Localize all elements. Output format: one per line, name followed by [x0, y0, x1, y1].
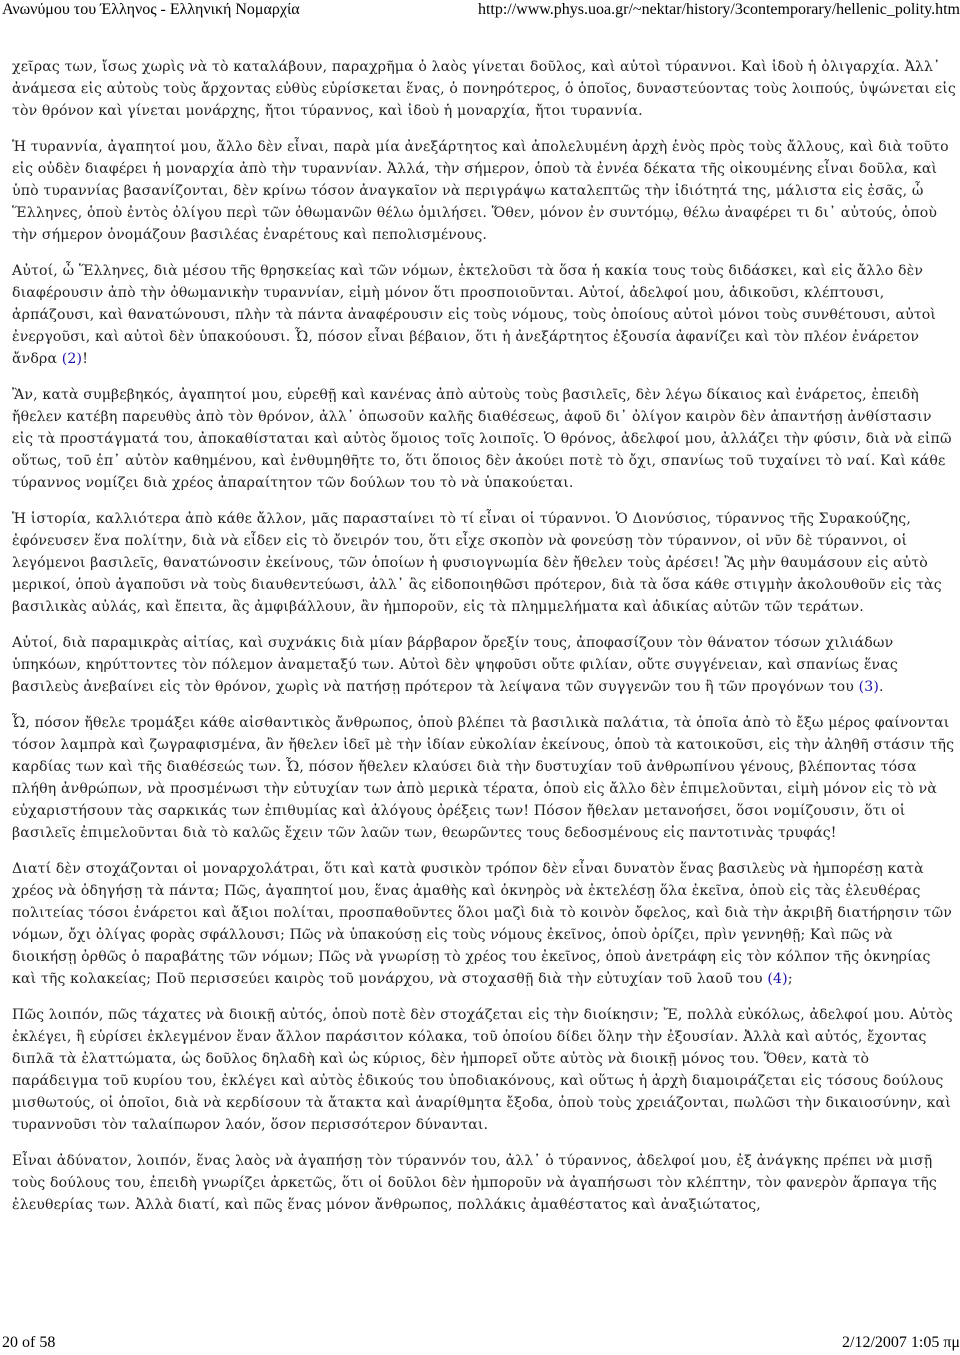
paragraph-4: Ἂν, κατὰ συμβεβηκός, ἀγαπητοί μου, εὑρεθῇ καὶ κανένας ἀπὸ αὐτοὺς τοὺς βασιλεῖς, δὲν λέγω δίκαιος καὶ ἐνάρετος, ἐπειδὴ ἤθελεν κατέβη παρευθὺς ἀπὸ τὸν θρόνον, ἀλλ᾽ ὁπωσοῦν καλῆς διαθέσεως, ἀφοῦ δι᾽ ὀλίγον καιρὸν δὲν ἀπαντήσῃ ἀνθίστασιν εἰς τὰ προστάγματά του, ἀποκαθίσταται καὶ αὐτὸς ὅμοιος τοῖς λοιποῖς. Ὁ θρόνος, ἀδελφοί μου, ἀλλάζει τὴν φύσιν, διὰ νὰ εἰπῶ οὕτως, τοῦ ἐπ᾽ αὐτὸν καθημένου, καὶ ἐνθυμηθῆτε το, ὅτι ὅποιος δὲν ἀκούει ποτὲ τὸ ὄχι, σπανίως τοῦ τυχαίνει τὸ ναί. Καὶ κάθε τύραννος νομίζει διὰ χρέος ἀπαραίτητον τῶν δούλων του τὸ νὰ ὑπακούεται. [12, 387, 952, 491]
paragraph-7: Ὦ, πόσον ἤθελε τρομάξει κάθε αἰσθαντικὸς ἄνθρωπος, ὁποὺ βλέπει τὰ βασιλικὰ παλάτια, τὰ ὁποῖα ἀπὸ τὸ ἔξω μέρος φαίνονται τόσον λαμπρὰ καὶ ζωγραφισμένα, ἂν ἤθελεν ἰδεῖ μὲ τὴν ἰδίαν εὐκολίαν ἐκείνους, ὁποὺ τὰ κατοικοῦσι, εἰς τὴν ἀληθῆ στάσιν τῆς καρδίας των καὶ τῆς διαθέσεώς των. Ὦ, πόσον ἤθελεν κλαύσει διὰ τὴν δυστυχίαν τοῦ ἀνθρωπίνου γένους, βλέποντας τόσα πλήθη ἀνθρώπων, νὰ προσμένωσι τὴν εὐτυχίαν των ἀπὸ μερικὰ τέρατα, ὁποὺ εἰς ἄλλο δὲν ἐπιμελοῦνται, εἰμὴ μόνον εἰς τὸ νὰ εὐχαριστήσουν τὰς σαρκικάς των ἐπιθυμίας καὶ ἀλόγους ὀρέξεις των! Πόσον ἤθελαν μετανοήσει, ὅσοι νομίζουσιν, ὅτι οἱ βασιλεῖς ἐπιμελοῦνται διὰ τὸ καλῶς ἔχειν τῶν λαῶν των, θεωρῶντες τους δεδοσμένους εἰς παντοτινὰς τρυφάς! [12, 715, 955, 841]
document-url: http://www.phys.uoa.gr/~nektar/history/3contemporary/hellenic_polity.htm [477, 1, 960, 18]
footnote-link-4[interactable]: (4) [767, 971, 788, 987]
paragraph-9: Πῶς λοιπόν, πῶς τάχατες νὰ διοικῇ αὐτός, ὁποὺ ποτὲ δὲν στοχάζεται εἰς τὴν διοίκησιν; Ἔ, πολλὰ εὐκόλως, ἀδελφοί μου. Αὐτὸς ἐκλέγει, ἢ εὑρίσει ἐκλεγμένον ἕναν ἄλλον παράσιτον κόλακα, τοῦ ὁποίου δίδει ὅλην τὴν ἐξουσίαν. Ἀλλὰ καὶ αὐτός, ἔχοντας διπλᾶ τὰ ἐλαττώματα, ὡς δοῦλος δηλαδὴ καὶ ὡς κύριος, δὲν ἠμπορεῖ οὔτε αὐτὸς νὰ διοικῇ μόνος του. Ὅθεν, κατὰ τὸ παράδειγμα τοῦ κυρίου του, ἐκλέγει καὶ αὐτὸς ἐδικούς του ὑποδιακόνους, καὶ οὕτως ἡ ἀρχὴ διαμοιράζεται εἰς τόσους δούλους μισθωτούς, οἱ ὁποῖοι, διὰ νὰ κερδίσουν τὰ ἄτακτα καὶ ἀναρίθμητα ἔξοδα, ὁποὺ τοὺς χρειάζονται, πωλῶσι τὴν δικαιοσύνην, καὶ τυραννοῦσι τὸν ταλαίπωρον λαόν, ὅσον περισσότερον δύνανται. [12, 1007, 953, 1133]
paragraph-3: Αὐτοί, ὦ Ἕλληνες, διὰ μέσου τῆς θρησκείας καὶ τῶν νόμων, ἐκτελοῦσι τὰ ὅσα ἡ κακία τους τοὺς διδάσκει, καὶ εἰς ἄλλο δὲν διαφέρουσιν ἀπὸ τὴν ὀθωμανικὴν τυραννίαν, εἰμὴ μόνον ὅτι προσποιοῦνται. Αὐτοί, ἀδελφοί μου, ἀδικοῦσι, κλέπτουσι, ἁρπάζουσι, καὶ θανατώνουσι, πλὴν τὰ πάντα ἀναφέρουσιν εἰς τοὺς νόμους, τοὺς ὁποίους αὐτοὶ μόνοι τοὺς συνθέτουσι, αὐτοὶ ἐνεργοῦσι, καὶ αὐτοὶ δὲν ὑπακούουσι. Ὦ, πόσον εἶναι βέβαιον, ὅτι ἡ ἀνεξάρτητος ἐξουσία ἀφανίζει καὶ τὸν πλέον ἐνάρετον ἄνδρα (2)! [12, 263, 937, 367]
document-body [12, 56, 956, 1230]
paragraph-2: Ἡ τυραννία, ἀγαπητοί μου, ἄλλο δὲν εἶναι, παρὰ μία ἀνεξάρτητος καὶ ἀπολελυμένη ἀρχὴ ἑνὸς πρὸς τοὺς ἄλλους, καὶ διὰ τοῦτο εἰς οὐδὲν διαφέρει ἡ μοναρχία ἀπὸ τὴν τυραννίαν. Ἀλλά, τὴν σήμερον, ὁποὺ τὰ ἐννέα δέκατα τῆς οἰκουμένης εἶναι δοῦλα, καὶ ὑπὸ τυραννίας βασανίζονται, δὲν κρίνω τόσον ἀναγκαῖον νὰ περιγράψω καταλεπτῶς τὴν ἰδιότητά της, μάλιστα εἰς ἐσᾶς, ὦ Ἕλληνες, ὁποὺ ἐντὸς ὀλίγου περὶ τῶν ὀθωμανῶν θέλω ὁμιλήσει. Ὅθεν, μόνον ἐν συντόμῳ, θέλω ἀναφέρει τι δι᾽ αὐτούς, ὁποὺ τὴν σήμερον ὀνομάζουν βασιλέας ἐναρέτους καὶ πεπολισμένους. [12, 139, 949, 243]
paragraph-8: Διατί δὲν στοχάζονται οἱ μοναρχολάτραι, ὅτι καὶ κατὰ φυσικὸν τρόπον δὲν εἶναι δυνατὸν ἕνας βασιλεὺς νὰ ἠμπορέσῃ κατὰ χρέος νὰ ὁδηγήσῃ τὰ πάντα; Πῶς, ἀγαπητοί μου, ἕνας ἀμαθὴς καὶ ὀκνηρὸς νὰ ἐκτελέσῃ ὅλα ἐκεῖνα, ὁποὺ εἰς τὰς ἐλευθέρας πολιτείας τόσοι ἐνάρετοι καὶ ἄξιοι πολίται, προσπαθοῦντες ὅλοι μαζὶ διὰ τὸ κοινὸν ὄφελος, καὶ διὰ τὴν ἀκριβῆ διατήρησιν τῶν νόμων, ὄχι ὀλίγας φορὰς σφάλλουσι; Πῶς νὰ ὑπακούσῃ εἰς τοὺς νόμους ἐκεῖνος, ὁποὺ ὀρίζει, πρὶν γεννηθῇ; Καὶ πῶς νὰ διοικήσῃ ὀρθῶς ὁ παραβάτης τῶν νόμων; Πῶς νὰ γνωρίσῃ τὸ χρέος του ἐκεῖνος, ὁποὺ ἀνετράφη εἰς τὸν κόλπον τῆς ὀκνηρίας καὶ τῆς κολακείας; Ποῦ περισσεύει καιρὸς τοῦ μονάρχου, νὰ στοχασθῇ διὰ τὴν εὐτυχίαν τοῦ λαοῦ του (4); [12, 861, 952, 987]
footnote-link-2[interactable]: (2) [61, 351, 83, 367]
page-number: 20 of 58 [2, 1334, 56, 1351]
paragraph-6: Αὐτοί, διὰ παραμικρὰς αἰτίας, καὶ συχνάκις διὰ μίαν βάρβαρον ὄρεξίν τους, ἀποφασίζουν τὸν θάνατον τόσων χιλιάδων ὑπηκόων, κηρύττοντες τὸν πόλεμον ἀναμεταξύ των. Αὐτοὶ δὲν ψηφοῦσι οὔτε φιλίαν, οὔτε συγγένειαν, καὶ σπανίως ἕνας βασιλεὺς ἀνεβαίνει εἰς τὸν θρόνον, χωρὶς νὰ πατήσῃ πρότερον τὰ λείψανα τῶν συγγενῶν του ἢ τῶν προγόνων του (3). [12, 635, 898, 695]
print-datetime: 2/12/2007 1:05 πμ [842, 1334, 960, 1351]
document-title: Ανωνύμου του Έλληνος - Ελληνική Νομαρχία [2, 1, 300, 18]
footnote-link-3[interactable]: (3) [858, 679, 880, 695]
paragraph-1: χεῖρας των, ἴσως χωρὶς νὰ τὸ καταλάβουν, παραχρῆμα ὁ λαὸς γίνεται δοῦλος, καὶ αὐτοὶ τύραννοι. Καὶ ἰδοὺ ἡ ὀλιγαρχία. Ἀλλ᾽ ἀνάμεσα εἰς αὐτοὺς τοὺς ἄρχοντας εὐθὺς εὑρίσκεται ἕνας, ὁ πονηρότερος, ὁ ὁποῖος, δυναστεύοντας τοὺς λοιπούς, ὑψώνεται εἰς τὸν θρόνον καὶ γίνεται μονάρχης, ἤτοι τύραννος, καὶ ἰδοὺ ἡ μοναρχία, ἤτοι τυραννία. [12, 59, 956, 119]
page-header [0, 0, 960, 20]
paragraph-5: Ἡ ἱστορία, καλλιότερα ἀπὸ κάθε ἄλλον, μᾶς παρασταίνει τὸ τί εἶναι οἱ τύραννοι. Ὁ Διονύσιος, τύραννος τῆς Συρακούζης, ἐφόνευσεν ἕνα πολίτην, διὰ νὰ εἶδεν εἰς τὸ ὄνειρόν του, ὅτι εἶχε σκοπὸν νὰ φονεύσῃ τὸν τύραννον, οἱ νῦν δὲ τύραννοι, οἱ λεγόμενοι βασιλεῖς, θανατώνοσιν ἐκείνους, τῶν ὁποίων ἡ φυσιογνωμία δὲν ἤθελεν τοὺς ἀρέσει! Ἂς μὴν θαυμάσουν εἰς αὐτὸ μερικοί, ὁποὺ ἀγαποῦσι νὰ τοὺς διαυθεντεύωσι, ἀλλ᾽ ἂς εἰδοποιηθῶσι πρότερον, διὰ τὰ ὅσα κάθε στιγμὴν ἀκολουθοῦν εἰς τὰς βασιλικὰς αὐλάς, καὶ ἔπειτα, ἂς ἀμφιβάλλουν, ἂν ἠμποροῦν, εἰς τὰ πλημμελήματα καὶ ἀδικίας αὐτῶν τῶν τεράτων. [12, 511, 942, 615]
paragraph-10: Εἶναι ἀδύνατον, λοιπόν, ἕνας λαὸς νὰ ἀγαπήσῃ τὸν τύραννόν του, ἀλλ᾽ ὁ τύραννος, ἀδελφοί μου, ἐξ ἀνάγκης πρέπει νὰ μισῇ τοὺς δούλους του, ἐπειδὴ γνωρίζει ἀρκετῶς, ὅτι οἱ δοῦλοι δὲν ἠμποροῦν νὰ ἀγαπήσωσι τὸν κλέπτην, τὸν φανερὸν ἅρπαγα τῆς ἐλευθερίας των. Ἀλλὰ διατί, καὶ πῶς ἕνας μόνον ἄνθρωπος, πολλάκις ἀμαθέστατος καὶ ἀναξιώτατος, [12, 1153, 937, 1213]
page-footer [0, 1334, 960, 1354]
